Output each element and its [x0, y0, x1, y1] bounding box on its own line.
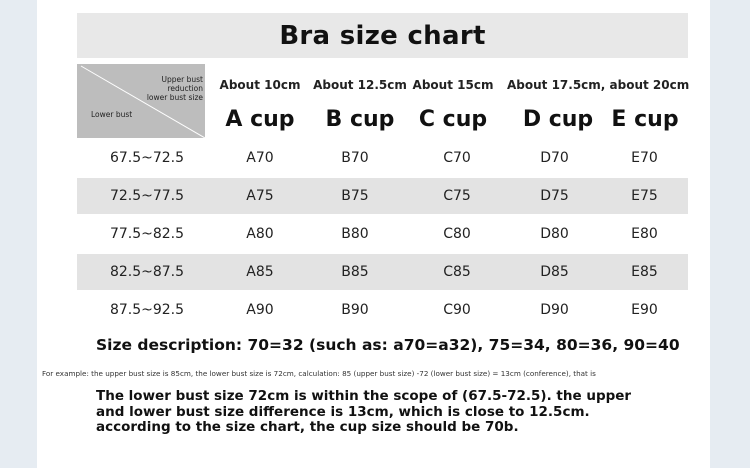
size-cell: B85: [341, 264, 369, 280]
measurement-label-wide: About 17.5cm, about 20cm: [507, 78, 690, 92]
band-cell: 82.5~87.5: [109, 264, 185, 280]
band-cell: 77.5~82.5: [109, 226, 185, 242]
header-corner-cell: [77, 64, 205, 138]
measurement-label: About 15cm: [412, 78, 494, 92]
corner-top-line: reduction: [167, 84, 203, 93]
size-cell: B80: [341, 226, 369, 242]
left-margin: [0, 0, 37, 468]
corner-top-line: lower bust size: [146, 93, 203, 102]
size-cell: B75: [341, 188, 369, 204]
size-description: Size description: 70=32 (such as: a70=a32), 75=34, 80=36, 90=40: [96, 336, 680, 354]
cup-label: A cup: [225, 107, 295, 132]
measurement-label: About 10cm: [219, 78, 301, 92]
size-cell: C80: [443, 226, 471, 242]
cup-label: C cup: [418, 107, 488, 132]
header-col-d: [513, 64, 603, 138]
corner-bottom-label: Lower bust: [91, 110, 133, 119]
table-row: [77, 216, 688, 252]
size-cell: D85: [540, 264, 569, 280]
size-cell: C90: [443, 302, 471, 318]
corner-top-line: Upper bust: [161, 75, 203, 84]
size-cell: D70: [540, 150, 569, 166]
size-cell: A80: [246, 226, 274, 242]
band-cell: 72.5~77.5: [109, 188, 185, 204]
size-cell: B70: [341, 150, 369, 166]
cup-label: E cup: [611, 107, 679, 132]
table-row: [77, 292, 688, 328]
size-cell: E80: [631, 226, 658, 242]
size-cell: A75: [246, 188, 274, 204]
size-cell: A90: [246, 302, 274, 318]
cup-label: D cup: [522, 107, 594, 132]
size-cell: D75: [540, 188, 569, 204]
header-col-b: [309, 64, 411, 138]
size-cell: A70: [246, 150, 274, 166]
band-cell: 87.5~92.5: [109, 302, 185, 318]
table-row: [77, 254, 688, 290]
size-cell: E90: [631, 302, 658, 318]
cup-label: B cup: [325, 107, 395, 132]
table-row: [77, 140, 688, 176]
example-text: For example: the upper bust size is 85cm, the lower bust size is 72cm, calculation: 85 (upper bust size) -72 (lower bust size) = 13cm (conference), that is: [42, 369, 596, 378]
band-cell: 67.5~72.5: [109, 150, 185, 166]
measurement-label: About 12.5cm: [313, 78, 407, 92]
corner-top-label: [147, 75, 203, 102]
size-cell: B90: [341, 302, 369, 318]
header-col-c: [412, 64, 494, 138]
size-cell: A85: [246, 264, 274, 280]
size-cell: E70: [631, 150, 658, 166]
size-cell: C85: [443, 264, 471, 280]
title-bar: [77, 13, 688, 58]
size-cell: E85: [631, 264, 658, 280]
header-col-e: [605, 64, 685, 138]
right-margin: [710, 0, 750, 468]
conclusion-text: The lower bust size 72cm is within the scope of (67.5-72.5). the upper and lower bust size difference is 13cm, which is close to 12.5cm. according to the size chart, the cup size should be 70b.: [96, 388, 632, 435]
table-header: [77, 64, 688, 138]
size-cell: C70: [443, 150, 471, 166]
page-title: Bra size chart: [279, 20, 486, 51]
size-cell: C75: [443, 188, 471, 204]
size-cell: E75: [631, 188, 658, 204]
table-row: [77, 178, 688, 214]
header-col-a: [215, 64, 305, 138]
size-cell: D90: [540, 302, 569, 318]
size-cell: D80: [540, 226, 569, 242]
